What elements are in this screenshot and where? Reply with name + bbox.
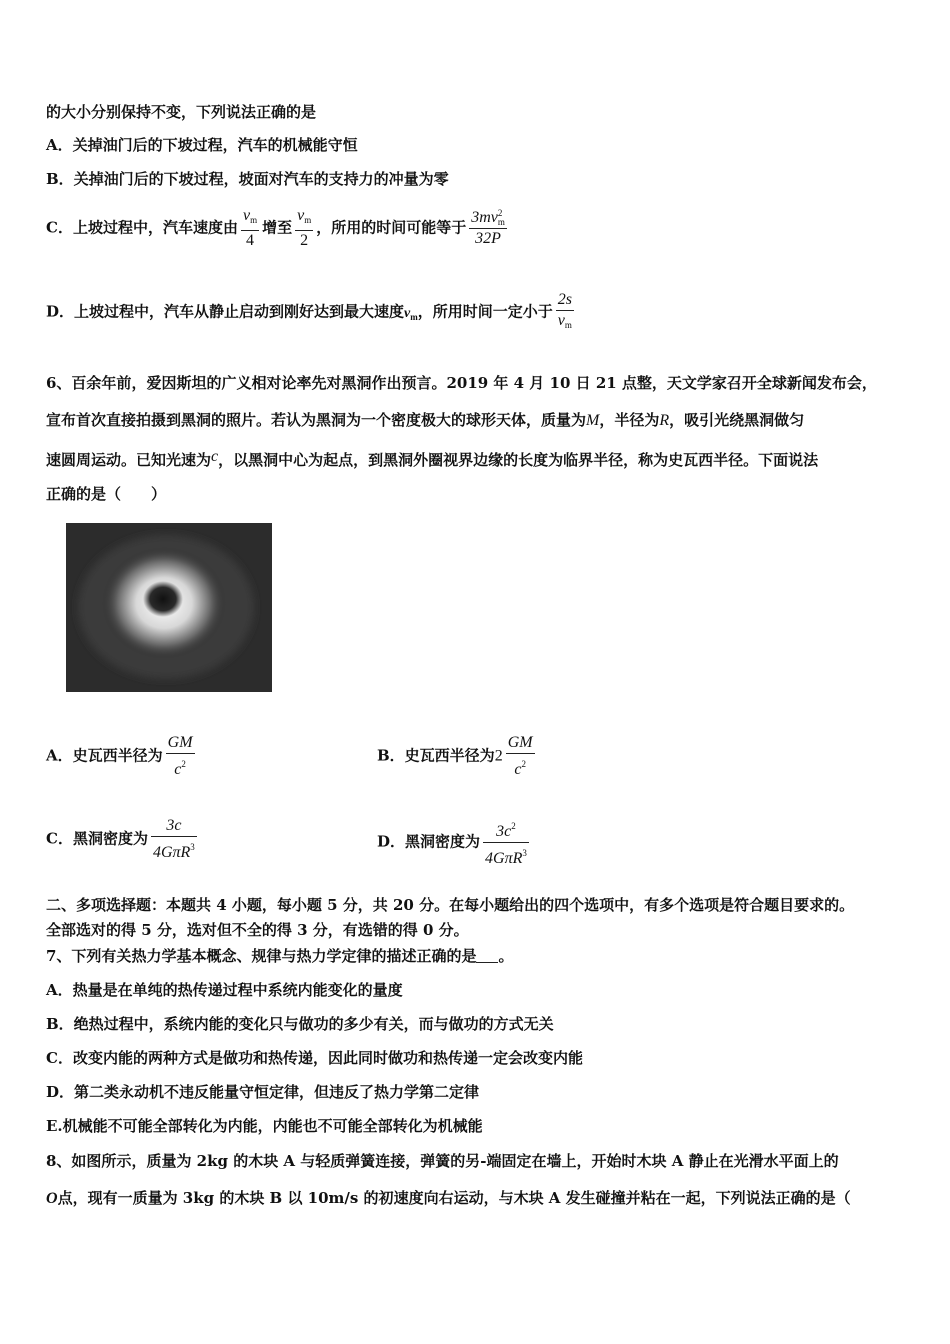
q7-option-a: A．热量是在单纯的热传递过程中系统内能变化的量度: [46, 981, 403, 999]
q5-option-c-text: C．上坡过程中，汽车速度由: [46, 218, 238, 237]
q5-option-c-mid: 增至: [262, 218, 293, 237]
q5-option-d-fraction: $\frac{2s}{v_m}$: [557, 291, 572, 330]
q5-option-c-fraction-1: $\frac{v_m}{4}$: [242, 207, 258, 249]
q5-stem-end: 的大小分别保持不变，下列说法正确的是: [46, 103, 317, 121]
q6-option-b-fraction: $\frac{GM}{c^2}$: [507, 734, 533, 778]
q5-option-c: [46, 206, 510, 251]
q7-option-d: D．第二类永动机不违反能量守恒定律，但违反了热力学第二定律: [46, 1083, 480, 1101]
q7-answer-blank: [476, 948, 498, 963]
q5-option-c-fraction-2: $\frac{v_m}{2}$: [297, 207, 312, 249]
q6-stem-line-2: 宣布首次直接拍摄到黑洞的照片。若认为黑洞为一个密度极大的球形天体，质量为M，半径为R，吸引光绕黑洞做匀: [46, 411, 805, 429]
q6-stem-line-3: 速圆周运动。已知光速为c，以黑洞中心为起点，到黑洞外圈视界边缘的长度为临界半径，称为史瓦西半径。下面说法: [46, 448, 819, 469]
q6-stem-line-1: 6、百余年前，爱因斯坦的广义相对论率先对黑洞作出预言。2019 年 4 月 10 日 21 点整，天文学家召开全球新闻发布会，: [46, 374, 877, 392]
q7-option-e: E.机械能不可能全部转化为内能，内能也不可能全部转化为机械能: [46, 1117, 483, 1135]
q5-option-d-post: ，所用时间一定小于: [417, 302, 553, 321]
q5-option-d: [46, 290, 577, 335]
q8-stem-line-2: O点，现有一质量为 3kg 的木块 B 以 10m/s 的初速度向右运动，与木块 A 发生碰撞并粘在一起，下列说法正确的是（: [46, 1189, 851, 1207]
q6-stem-line-4: 正确的是（ ）: [46, 485, 167, 503]
q6-option-d: D．黑洞密度为 $\frac{3c^2}{4G\pi R^3}$: [377, 816, 532, 869]
q6-option-a-fraction: $\frac{GM}{c^2}$: [167, 734, 193, 778]
q5-option-b: B．关掉油门后的下坡过程，坡面对汽车的支持力的冲量为零: [46, 170, 449, 188]
q6-radius-symbol: R: [659, 412, 670, 429]
q5-option-d-text: D．上坡过程中，汽车从静止启动到刚好达到最大速度: [46, 302, 405, 321]
q7-option-c: C．改变内能的两种方式是做功和热传递，因此同时做功和热传递一定会改变内能: [46, 1049, 583, 1067]
q8-stem-line-1: 8、如图所示，质量为 2kg 的木块 A 与轻质弹簧连接，弹簧的另-端固定在墙上，开始时木块 A 静止在光滑水平面上的: [46, 1152, 839, 1170]
q8-point-o: O: [46, 1190, 58, 1207]
black-hole-photo: [66, 523, 272, 692]
q7-option-b: B．绝热过程中，系统内能的变化只与做功的多少有关，而与做功的方式无关: [46, 1015, 554, 1033]
q6-option-d-fraction: $\frac{3c^2}{4G\pi R^3}$: [483, 816, 529, 869]
q6-option-b: B．史瓦西半径为2 $\frac{GM}{c^2}$: [377, 734, 533, 778]
q5-option-d-vm: $v_m$: [404, 305, 418, 322]
q7-stem: 7、下列有关热力学基本概念、规律与热力学定律的描述正确的是 。: [46, 947, 514, 965]
q6-option-c-fraction: $\frac{3c}{4G\pi R^3}$: [152, 817, 195, 861]
q6-option-a: A．史瓦西半径为 $\frac{GM}{c^2}$: [46, 734, 193, 778]
section-2-heading-line-2: 全部选对的得 5 分，选对但不全的得 3 分，有选错的得 0 分。: [46, 921, 469, 939]
q6-option-c: C．黑洞密度为 $\frac{3c}{4G\pi R^3}$: [46, 817, 195, 861]
q6-mass-symbol: M: [586, 412, 600, 429]
section-2-heading-line-1: 二、多项选择题：本题共 4 小题，每小题 5 分，共 20 分。在每小题给出的四个选项中，有多个选项是符合题目要求的。: [46, 896, 855, 914]
q6-light-speed-symbol: c: [211, 448, 219, 465]
q5-option-c-fraction-3: 3mv 2 m 32P: [471, 208, 505, 247]
q5-option-c-post: ，所用的时间可能等于: [316, 218, 467, 237]
q5-option-a: A．关掉油门后的下坡过程，汽车的机械能守恒: [46, 136, 358, 154]
